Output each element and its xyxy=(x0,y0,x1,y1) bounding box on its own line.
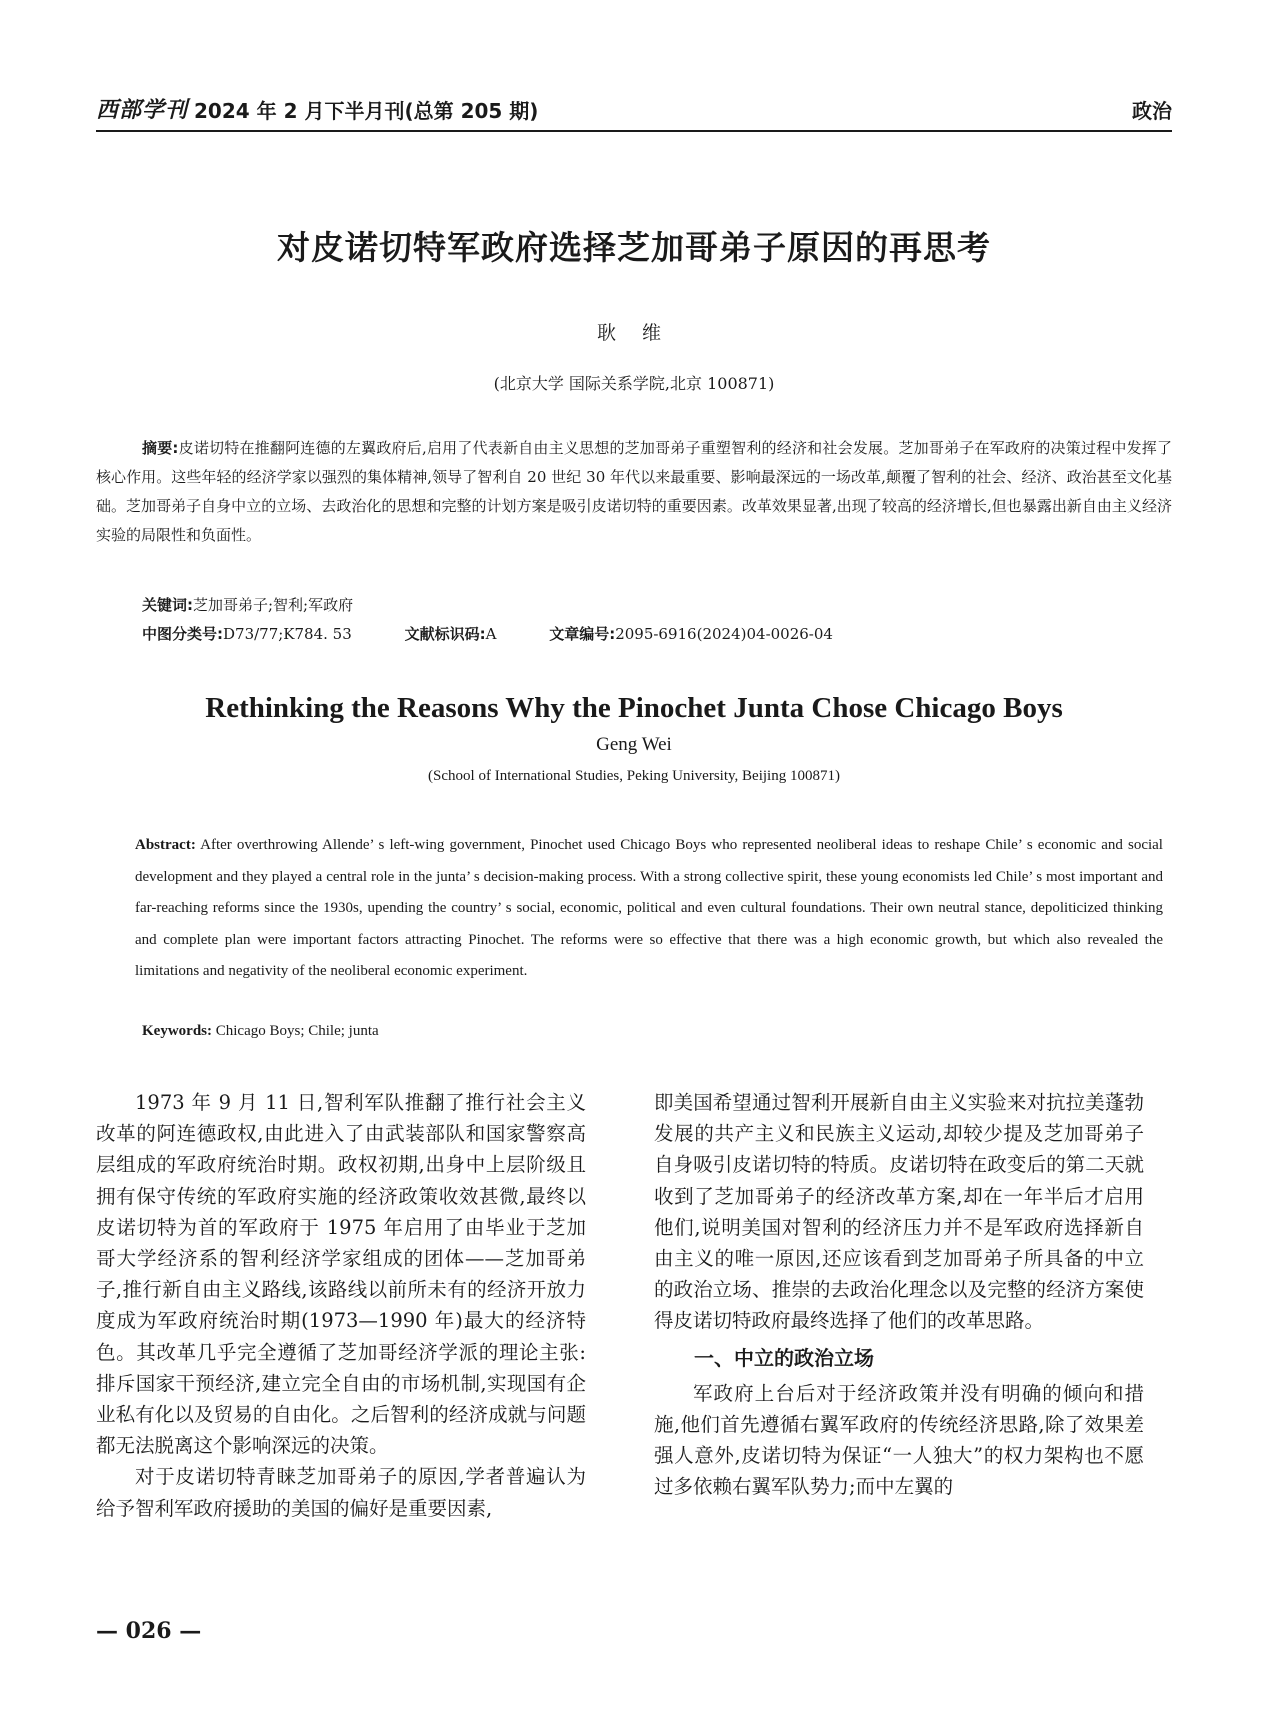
body-paragraph: 对于皮诺切特青睐芝加哥弟子的原因,学者普遍认为给予智利军政府援助的美国的偏好是重要因素, xyxy=(96,1465,586,1520)
clc-label: 中图分类号: xyxy=(142,625,223,643)
author-name: 耿 维 xyxy=(596,322,672,344)
clc-value: D73/77;K784. 53 xyxy=(223,625,352,643)
doc-label: 文献标识码: xyxy=(404,625,486,643)
page-number: — 026 — xyxy=(96,1618,202,1644)
issue-info: 2024 年 2 月下半月刊(总第 205 期) xyxy=(194,99,539,123)
english-abstract xyxy=(135,830,1163,988)
abstract-cn xyxy=(96,434,1172,550)
abstract-cn-text: 皮诺切特在推翻阿连德的左翼政府后,启用了代表新自由主义思想的芝加哥弟子重塑智利的经济和社会发展。芝加哥弟子在军政府的决策过程中发挥了核心作用。这些年轻的经济学家以强烈的集体精神,领导了智利自 20 世纪 30 年代以来最重要、影响最深远的一场改革,颠覆了智利的社会、经济、政治甚至文化基础。芝加哥弟子自身中立的立场、去政治化的思想和完整的计划方案是吸引皮诺切特的重要因素。改革效果显著,出现了较高的经济增长,但也暴露出新自由主义经济实验的局限性和负面性。 xyxy=(96,439,1172,544)
header-left xyxy=(96,93,538,124)
body-paragraph: 即美国希望通过智利开展新自由主义实验来对抗拉美蓬勃发展的共产主义和民族主义运动,却较少提及芝加哥弟子自身吸引皮诺切特的特质。皮诺切特在政变后的第二天就收到了芝加哥弟子的经济改革方案,却在一年半后才启用他们,说明美国对智利的经济压力并不是军政府选择新自由主义的唯一原因,还应该看到芝加哥弟子所具备的中立的政治立场、推崇的去政治化理念以及完整的经济方案使得皮诺切特政府最终选择了他们的改革思路。 xyxy=(654,1091,1144,1333)
article-title: 对皮诺切特军政府选择芝加哥弟子原因的再思考 xyxy=(277,228,991,267)
article-code xyxy=(549,625,833,643)
body-paragraph: 军政府上台后对于经济政策并没有明确的倾向和措施,他们首先遵循右翼军政府的传统经济思路,除了效果差强人意外,皮诺切特为保证“一人独大”的权力架构也不愿过多依赖右翼军队势力;而中左翼的 xyxy=(654,1381,1144,1499)
body-paragraph: 1973 年 9 月 11 日,智利军队推翻了推行社会主义改革的阿连德政权,由此进入了由武装部队和国家警察高层组成的军政府统治时期。政权初期,出身中上层阶级且拥有保守传统的军政府实施的经济政策收效甚微,最终以皮诺切特为首的军政府于 1975 年启用了由毕业于芝加哥大学经济系的智利经济学家组成的团体——芝加哥弟子,推行新自由主义路线,该路线以前所未有的经济开放力度成为军政府统治时期(1973—1990 年)最大的经济特色。其改革几乎完全遵循了芝加哥经济学派的理论主张:排斥国家干预经济,建立完全自由的市场机制,实现国有企业私有化以及贸易的自由化。之后智利的经济成就与问题都无法脱离这个影响深远的决策。 xyxy=(96,1091,586,1458)
journal-logo: 西部学刊 xyxy=(96,97,189,123)
english-keywords xyxy=(142,1023,379,1040)
doc-value: A xyxy=(485,625,497,643)
author-affiliation: (北京大学 国际关系学院,北京 100871) xyxy=(493,374,775,393)
running-header xyxy=(96,88,1172,132)
keywords-cn-label: 关键词: xyxy=(142,596,193,614)
english-author: Geng Wei xyxy=(596,734,672,755)
classification-line xyxy=(142,623,881,644)
clc-code xyxy=(142,625,352,643)
english-abstract-text: After overthrowing Allende’ s left-wing government, Pinochet used Chicago Boys who represented neoliberal ideas to reshape Chile’ s economic and social development and they played a central role in the junta’ s decision-making process. With a strong collective spirit, these young economists led Chile’ s most important and far-reaching reforms since the 1930s, upending the country’ s social, economic, political and even cultural foundations. Their own neutral stance, depoliticized thinking and complete plan were important factors attracting Pinochet. The reforms were so effective that there was a high economic growth, but which also revealed the limitations and negativity of the neoliberal economic experiment. xyxy=(135,837,1163,979)
english-title: Rethinking the Reasons Why the Pinochet Junta Chose Chicago Boys xyxy=(205,692,1063,724)
doc-code xyxy=(405,625,497,643)
english-keywords-label: Keywords: xyxy=(142,1023,212,1039)
body-column-left xyxy=(96,1087,586,1524)
keywords-cn-text: 芝加哥弟子;智利;军政府 xyxy=(193,596,354,614)
article-value: 2095-6916(2024)04-0026-04 xyxy=(615,625,833,643)
english-affiliation: (School of International Studies, Peking University, Beijing 100871) xyxy=(428,768,840,784)
section-label: 政治 xyxy=(1132,99,1172,123)
body-column-right xyxy=(654,1087,1144,1503)
abstract-cn-label: 摘要: xyxy=(142,439,179,457)
english-abstract-label: Abstract: xyxy=(135,837,196,853)
article-label: 文章编号: xyxy=(549,625,616,643)
english-keywords-text: Chicago Boys; Chile; junta xyxy=(215,1023,379,1039)
section-heading: 一、中立的政治立场 xyxy=(694,1345,874,1370)
keywords-cn xyxy=(142,594,353,615)
